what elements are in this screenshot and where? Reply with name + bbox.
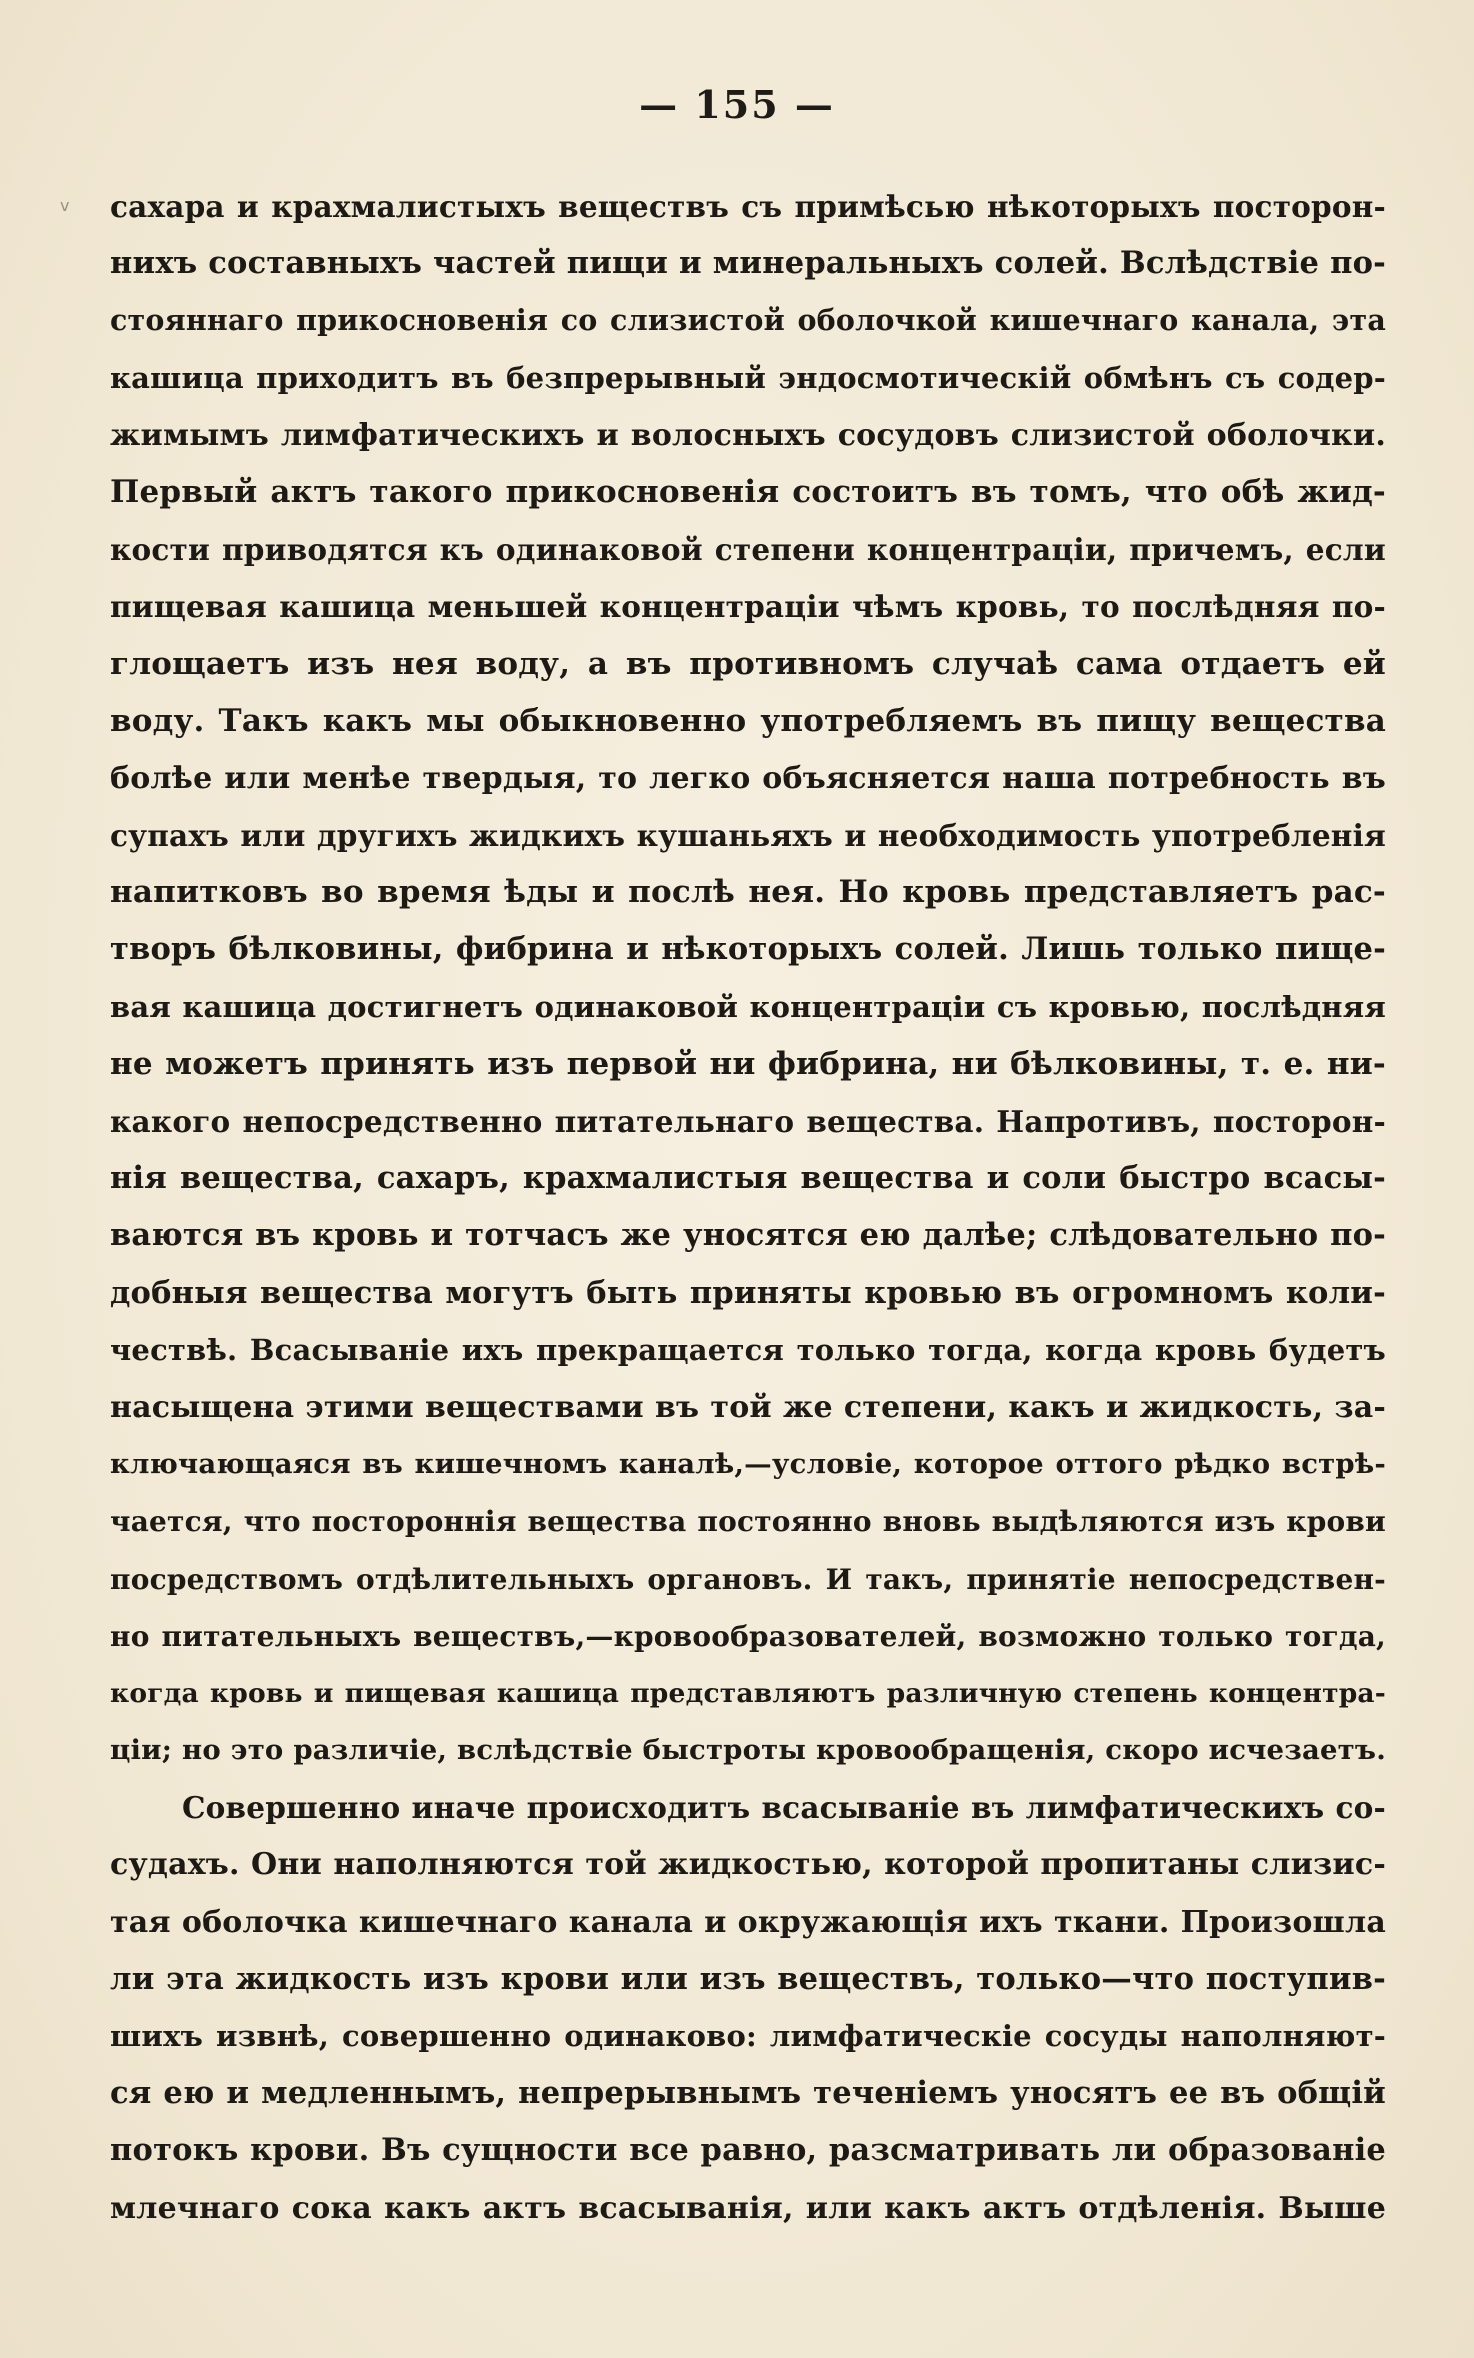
text-line: Совершенно иначе происходитъ всасываніе въ лимфатическихъ со- [182,1790,1386,1826]
text-line: пищевая кашица меньшей концентраціи чѣмъ кровь, то послѣдняя по- [110,589,1386,625]
text-line: напитковъ во время ѣды и послѣ нея. Но кровь представляетъ рас- [110,874,1386,911]
text-line: сахара и крахмалистыхъ веществъ съ примѣсью нѣкоторыхъ посторон- [110,189,1386,224]
text-line: но питательныхъ веществъ,—кровообразователей, возможно только тогда, [110,1619,1386,1653]
text-line: ключающаяся въ кишечномъ каналѣ,—условіе, которое оттого рѣдко встрѣ- [110,1448,1386,1481]
text-line: воду. Такъ какъ мы обыкновенно употребляемъ въ пищу вещества [110,702,1386,739]
text-line: Первый актъ такого прикосновенія состоитъ въ томъ, что обѣ жид- [110,473,1386,510]
text-line: болѣе или менѣе твердыя, то легко объясняется наша потребность въ [110,760,1386,796]
text-line: посредствомъ отдѣлительныхъ органовъ. И такъ, принятіе непосредствен- [110,1562,1386,1596]
text-line: чается, что постороннія вещества постоянно вновь выдѣляются изъ крови [110,1505,1386,1539]
text-line: когда кровь и пищевая кашица представляютъ различную степень концентра- [110,1677,1386,1709]
text-line: ваются въ кровь и тотчасъ же уносятся ею далѣе; слѣдовательно по- [110,1217,1386,1254]
text-line: ціи; но это различіе, вслѣдствіе быстроты кровообращенія, скоро исчезаетъ. [110,1734,1386,1767]
text-line: какого непосредственно питательнаго вещества. Напротивъ, посторон- [110,1104,1386,1139]
text-line: супахъ или другихъ жидкихъ кушаньяхъ и необходимость употребленія [110,818,1386,854]
text-line: нія вещества, сахаръ, крахмалистыя вещества и соли быстро всасы- [110,1160,1386,1197]
text-line: кости приводятся къ одинаковой степени концентраціи, причемъ, если [110,532,1386,568]
text-line: не можетъ принять изъ первой ни фибрина, ни бѣлковины, т. е. ни- [110,1045,1386,1082]
body-text [110,178,1386,2237]
text-line: чествѣ. Всасываніе ихъ прекращается только тогда, когда кровь будетъ [110,1332,1386,1367]
text-line: ли эта жидкость изъ крови или изъ веществъ, только—что поступив- [110,1960,1386,1997]
margin-mark: ⅴ [60,196,70,215]
text-line: кашица приходитъ въ безпрерывный эндосмотическій обмѣнъ съ содер- [110,360,1386,395]
text-line: тая оболочка кишечнаго канала и окружающія ихъ ткани. Произошла [110,1904,1386,1940]
text-line: творъ бѣлковины, фибрина и нѣкоторыхъ солей. Лишь только пище- [110,931,1386,968]
text-line: судахъ. Они наполняются той жидкостью, которой пропитаны слизис- [110,1847,1386,1883]
text-line: стояннаго прикосновенія со слизистой оболочкой кишечнаго канала, эта [110,303,1386,338]
text-line: вая кашица достигнетъ одинаковой концентраціи съ кровью, послѣдняя [110,989,1386,1024]
text-line: ся ею и медленнымъ, непрерывнымъ теченіемъ уносятъ ее въ общій [110,2075,1386,2112]
page-number: — 155 — [639,82,835,127]
text-line: жимымъ лимфатическихъ и волосныхъ сосудовъ слизистой оболочки. [110,417,1386,453]
text-line: глощаетъ изъ нея воду, а въ противномъ случаѣ сама отдаетъ ей [110,645,1386,682]
text-line: добныя вещества могутъ быть приняты кровью въ огромномъ коли- [110,1274,1386,1311]
text-line: шихъ извнѣ, совершенно одинаково: лимфатическіе сосуды наполняют- [110,2019,1386,2053]
text-line: млечнаго сока какъ актъ всасыванія, или какъ актъ отдѣленія. Выше [110,2190,1386,2226]
text-line: потокъ крови. Въ сущности все равно, разсматривать ли образованіе [110,2132,1386,2169]
text-line: насыщена этими веществами въ той же степени, какъ и жидкость, за- [110,1389,1386,1425]
text-line: нихъ составныхъ частей пищи и минеральныхъ солей. Вслѣдствіе по- [110,245,1386,282]
